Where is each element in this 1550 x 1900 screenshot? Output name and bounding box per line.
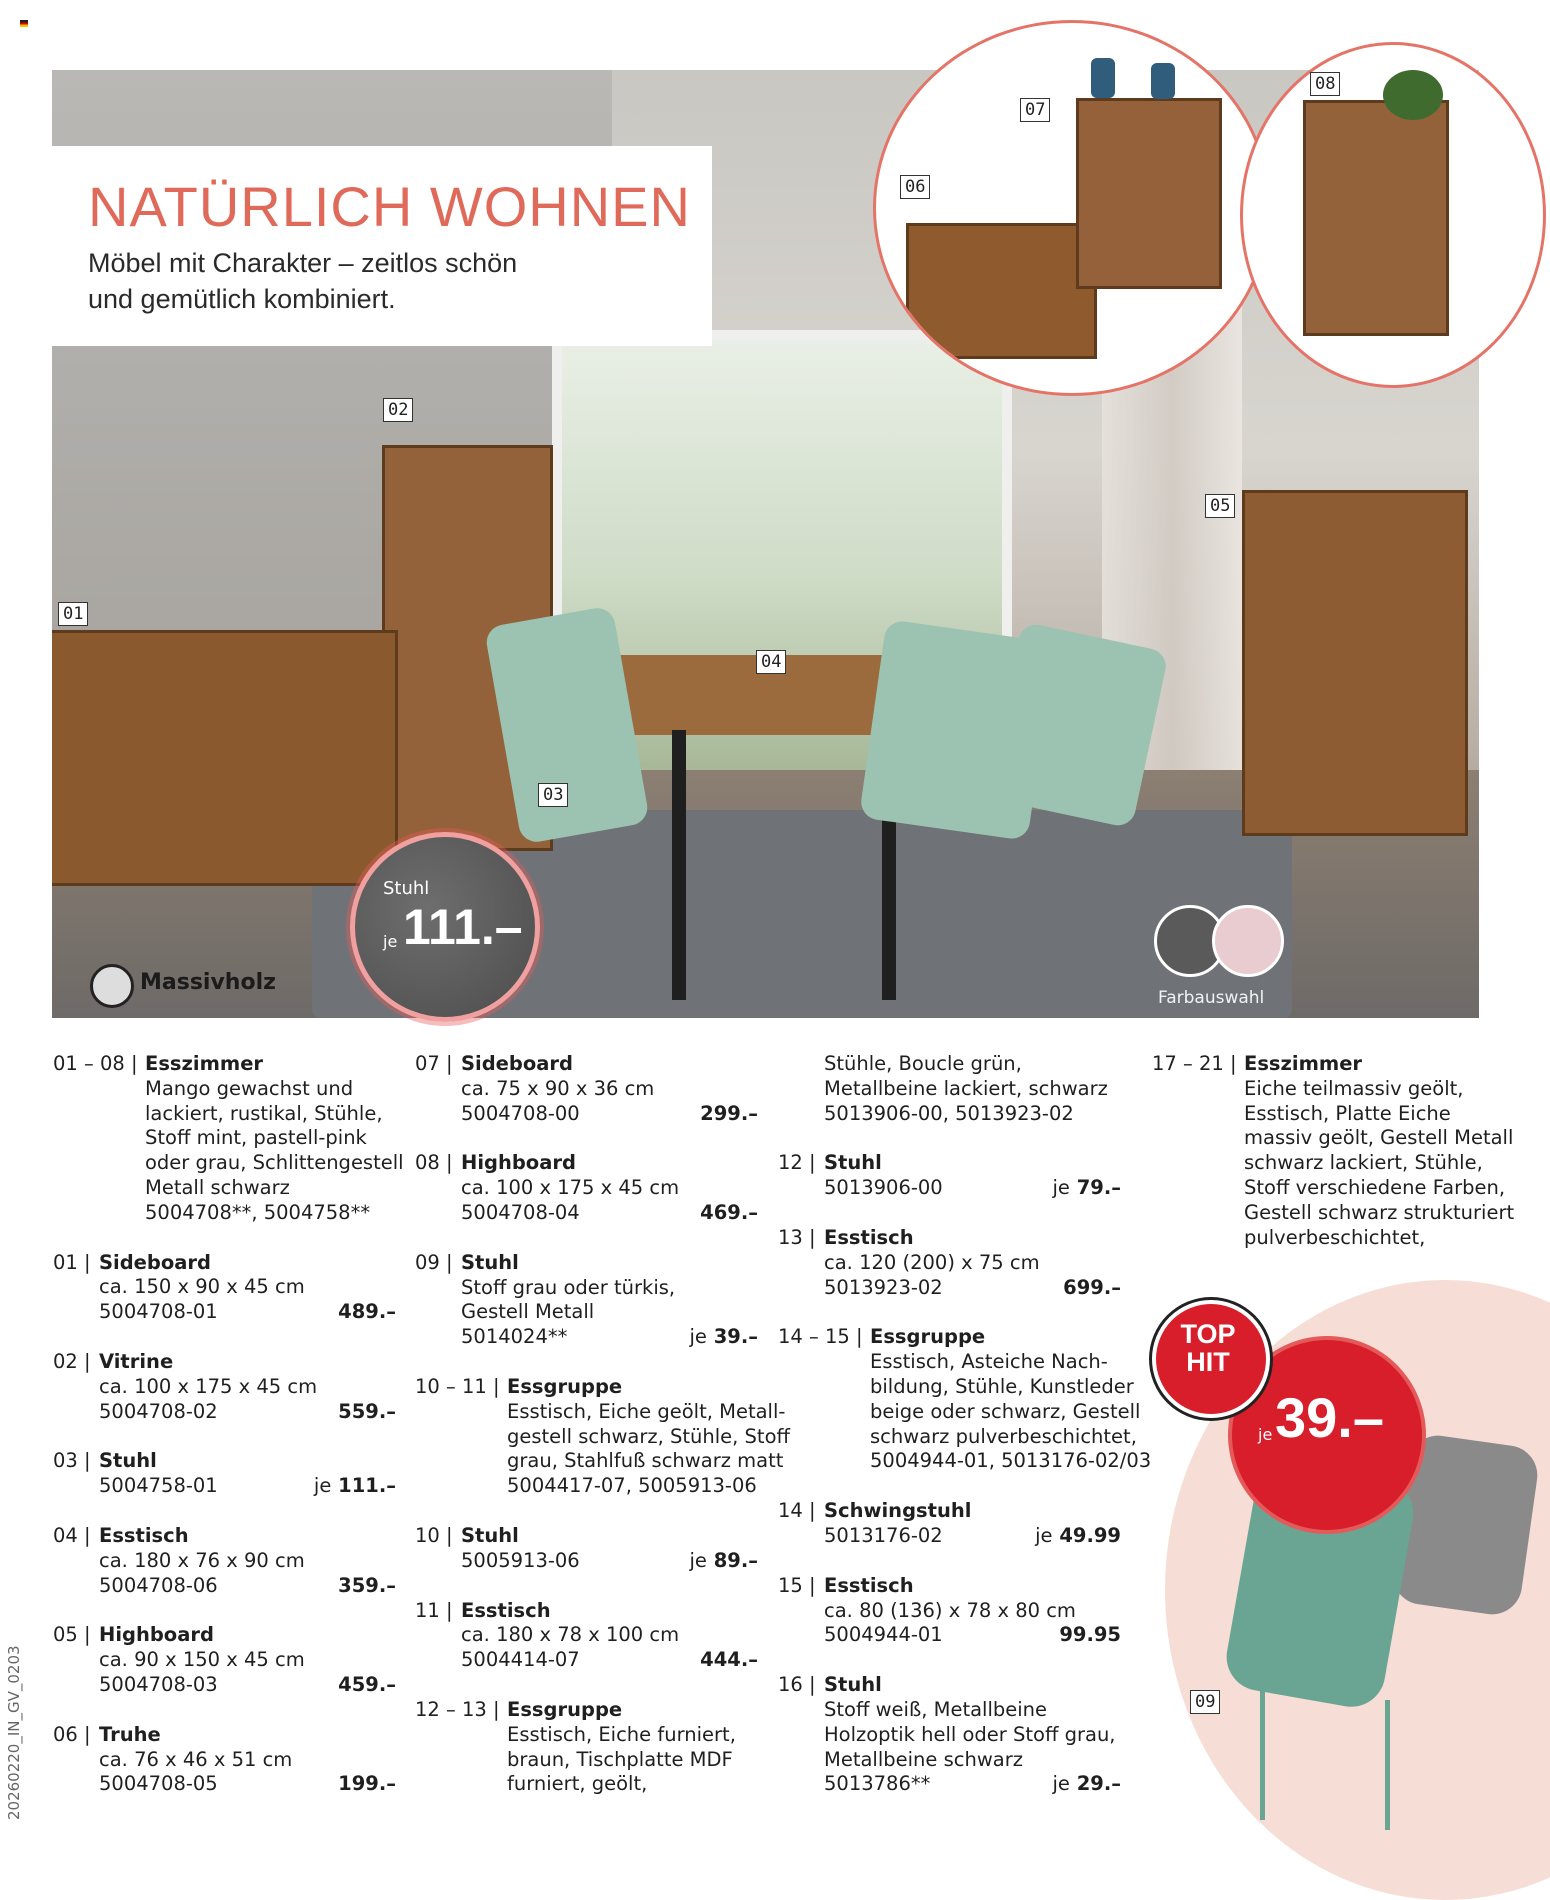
entry-text: ca. 90 x 150 x 45 cm (99, 1648, 305, 1672)
product-circle-08 (1240, 42, 1546, 388)
product-entry (53, 1350, 396, 1424)
product-entry (778, 1673, 1121, 1797)
entry-text: 5004708-05 (99, 1772, 218, 1796)
flag-icon (20, 20, 28, 27)
number-tag: 03 (538, 783, 568, 807)
entry-number: 09 | (415, 1250, 453, 1274)
product-entry (778, 1151, 1121, 1201)
entry-text: bildung, Stühle, Kunstleder (870, 1374, 1134, 1398)
entry-number: 08 | (415, 1151, 453, 1175)
entry-text: 5004708-03 (99, 1672, 218, 1696)
product-entry (778, 1052, 1121, 1126)
product-entry (415, 1374, 790, 1499)
entry-text: ca. 80 (136) x 78 x 80 cm (824, 1598, 1076, 1622)
entry-price-value: 459.– (338, 1672, 396, 1696)
product-entry (415, 1524, 758, 1574)
entry-text: Esstisch, Eiche furniert, (507, 1722, 736, 1746)
entry-text: gestell schwarz, Stühle, Stoff (507, 1424, 790, 1448)
entry-title: Esszimmer (1244, 1052, 1363, 1075)
number-tag: 09 (1190, 1690, 1220, 1714)
entry-text: braun, Tischplatte MDF (507, 1747, 733, 1771)
product-entry (778, 1226, 1121, 1300)
product-entry (53, 1251, 396, 1325)
entry-text: Esstisch, Eiche geölt, Metall- (507, 1399, 786, 1423)
entry-number: 06 | (53, 1722, 91, 1746)
entry-text: 5004708-02 (99, 1399, 218, 1423)
product-entry (415, 1599, 758, 1673)
color-swatch-pink (1212, 905, 1284, 977)
entry-price-value: 299.– (700, 1101, 758, 1125)
product-entry (53, 1723, 396, 1797)
entry-number: 16 | (778, 1673, 816, 1697)
entry-text: oder grau, Schlittengestell (145, 1151, 404, 1175)
print-code: 20260220_IN_GV_0203 (5, 1645, 23, 1820)
entry-text: ca. 76 x 46 x 51 cm (99, 1747, 293, 1771)
entry-text: Eiche teilmassiv geölt, (1244, 1076, 1464, 1100)
entry-text: 5004708-04 (461, 1200, 580, 1224)
entry-price (338, 1300, 396, 1325)
text-column-1 (53, 1052, 404, 1822)
number-tag: 05 (1205, 494, 1235, 518)
chair-leg (1385, 1700, 1390, 1830)
vase-image (1151, 63, 1175, 99)
entry-number: 14 | (778, 1499, 816, 1523)
number-tag: 06 (900, 175, 930, 199)
product-entry (53, 1449, 396, 1499)
vase-image (1091, 58, 1115, 98)
entry-text: 5004758-01 (99, 1474, 218, 1498)
entry-text: 5004708**, 5004758** (145, 1200, 371, 1224)
entry-number: 04 | (53, 1523, 91, 1547)
entry-number: 12 | (778, 1151, 816, 1175)
entry-text: Stoff weiß, Metallbeine (824, 1697, 1048, 1721)
massivholz-label: Massivholz (140, 970, 276, 995)
entry-number: 10 – 11 | (415, 1374, 500, 1398)
entry-text: ca. 150 x 90 x 45 cm (99, 1275, 305, 1299)
entry-number: 14 – 15 | (778, 1325, 863, 1349)
entry-title: Essgruppe (870, 1325, 986, 1349)
entry-text: furniert, geölt, (507, 1772, 648, 1796)
highboard-08-image (1303, 100, 1449, 336)
entry-title: Highboard (99, 1623, 214, 1647)
entry-price (314, 1474, 396, 1499)
farbauswahl-label: Farbauswahl (1158, 988, 1265, 1008)
entry-price-value: 39.– (713, 1325, 758, 1349)
entry-price-je: je (689, 1548, 707, 1572)
entry-text: Stühle, Boucle grün, (824, 1052, 1022, 1075)
entry-title: Essgruppe (507, 1697, 623, 1721)
entry-number: 10 | (415, 1523, 453, 1547)
truhe-image (906, 223, 1097, 359)
product-circle-06-07 (873, 20, 1271, 396)
entry-price (700, 1201, 758, 1226)
entry-text: Stoff grau oder türkis, (461, 1275, 676, 1299)
entry-price-value: 359.– (338, 1573, 396, 1597)
entry-number: 05 | (53, 1623, 91, 1647)
table-leg (672, 730, 686, 1000)
entry-text: 5004944-01, 5013176-02/03 (870, 1449, 1152, 1473)
entry-title: Stuhl (824, 1151, 882, 1175)
entry-title: Highboard (461, 1151, 576, 1175)
entry-price (700, 1648, 758, 1673)
entry-title: Esstisch (824, 1225, 914, 1249)
entry-number: 15 | (778, 1573, 816, 1597)
entry-price-je: je (1052, 1772, 1070, 1796)
entry-title: Stuhl (99, 1449, 157, 1473)
entry-text: ca. 120 (200) x 75 cm (824, 1250, 1040, 1274)
entry-price (1063, 1276, 1121, 1301)
entry-price-value: 99.95 (1059, 1623, 1121, 1647)
entry-price-value: 489.– (338, 1300, 396, 1324)
entry-price (338, 1400, 396, 1425)
entry-number: 03 | (53, 1449, 91, 1473)
product-entry (778, 1574, 1121, 1648)
page-title: NATÜRLICH WOHNEN (88, 175, 691, 238)
entry-title: Schwingstuhl (824, 1499, 972, 1523)
entry-price-value: 699.– (1063, 1275, 1121, 1299)
number-tag: 01 (58, 602, 88, 626)
entry-text: schwarz pulverbeschichtet, (870, 1424, 1137, 1448)
entry-number: 13 | (778, 1225, 816, 1249)
entry-title: Esstisch (461, 1598, 551, 1622)
subtitle-line-2: und gemütlich kombiniert. (88, 284, 396, 314)
entry-text: 5014024** (461, 1325, 568, 1349)
entry-title: Stuhl (461, 1523, 519, 1547)
entry-text: 5004708-06 (99, 1573, 218, 1597)
entry-title: Truhe (99, 1722, 161, 1746)
entry-title: Essgruppe (507, 1374, 623, 1398)
entry-title: Stuhl (824, 1673, 882, 1697)
entry-text: beige oder schwarz, Gestell (870, 1399, 1141, 1423)
entry-text: massiv geölt, Gestell Metall (1244, 1126, 1514, 1150)
badge-je: je (383, 932, 398, 951)
product-entry (415, 1052, 758, 1126)
entry-price (700, 1102, 758, 1127)
product-entry (415, 1151, 758, 1225)
entry-text: Metall schwarz (145, 1175, 290, 1199)
entry-price-value: 199.– (338, 1772, 396, 1796)
entry-text: schwarz lackiert, Stühle, (1244, 1151, 1483, 1175)
text-column-2 (415, 1052, 790, 1822)
product-entry (53, 1524, 396, 1598)
number-tag: 07 (1020, 98, 1050, 122)
sideboard-image (52, 630, 398, 886)
entry-title: Vitrine (99, 1349, 174, 1373)
entry-text: lackiert, rustikal, Stühle, (145, 1101, 383, 1125)
entry-title: Esstisch (99, 1523, 189, 1547)
entry-price-je: je (1035, 1523, 1053, 1547)
entry-text: 5004417-07, 5005913-06 (507, 1474, 757, 1498)
entry-price (689, 1325, 758, 1350)
entry-title: Sideboard (99, 1250, 212, 1274)
entry-text: 5004944-01 (824, 1623, 943, 1647)
entry-text: Holzoptik hell oder Stoff grau, (824, 1722, 1116, 1746)
product-entry (778, 1499, 1121, 1549)
entry-price-value: 444.– (700, 1648, 758, 1672)
entry-text: 5013906-00, 5013923-02 (824, 1101, 1074, 1125)
entry-text: ca. 100 x 175 x 45 cm (461, 1176, 680, 1200)
entry-title: Sideboard (461, 1052, 574, 1075)
entry-text: Gestell Metall (461, 1300, 595, 1324)
entry-price-je: je (689, 1325, 707, 1349)
entry-price-je: je (313, 1474, 332, 1498)
entry-number: 11 | (415, 1598, 453, 1622)
entry-price (1052, 1176, 1121, 1201)
subtitle-line-1: Möbel mit Charakter – zeitlos schön (88, 248, 518, 278)
entry-text: 5004708-01 (99, 1300, 218, 1324)
top-hit-label (1168, 1320, 1248, 1376)
badge-label: Stuhl (383, 878, 430, 899)
entry-price-value: 29.– (1076, 1772, 1121, 1796)
entry-price-value: 111.– (338, 1474, 396, 1498)
entry-price-value: 469.– (700, 1200, 758, 1224)
top-hit-line-1: TOP (1180, 1319, 1236, 1349)
entry-price (338, 1772, 396, 1797)
entry-text: Gestell schwarz strukturiert (1244, 1200, 1515, 1224)
entry-text: ca. 75 x 90 x 36 cm (461, 1076, 655, 1100)
product-entry (415, 1698, 758, 1797)
entry-text: Esstisch, Asteiche Nach- (870, 1350, 1108, 1374)
number-tag: 04 (756, 650, 786, 674)
entry-price (1059, 1623, 1121, 1648)
entry-text: pulverbeschichtet, (1244, 1225, 1426, 1249)
entry-text: 5004708-00 (461, 1101, 580, 1125)
entry-text: 5013176-02 (824, 1523, 943, 1547)
entry-price (1035, 1524, 1121, 1549)
entry-price (338, 1673, 396, 1698)
text-column-4 (1152, 1052, 1515, 1275)
entry-price-value: 559.– (338, 1399, 396, 1423)
entry-text: 5013923-02 (824, 1275, 943, 1299)
entry-text: ca. 180 x 78 x 100 cm (461, 1623, 680, 1647)
entry-price-value: 79.– (1076, 1176, 1121, 1200)
chair-leg (1260, 1690, 1265, 1820)
product-entry (53, 1623, 396, 1697)
number-tag: 02 (383, 398, 413, 422)
entry-text: 5013786** (824, 1772, 931, 1796)
entry-text: grau, Stahlfuß schwarz matt (507, 1449, 784, 1473)
plant-image (1383, 70, 1443, 120)
entry-text: Esstisch, Platte Eiche (1244, 1101, 1451, 1125)
entry-text: Metallbeine schwarz (824, 1747, 1023, 1771)
entry-text: Stoff mint, pastell-pink (145, 1126, 367, 1150)
wood-rings-icon (90, 964, 134, 1008)
entry-text: 5005913-06 (461, 1548, 580, 1572)
top-hit-line-2: HIT (1186, 1347, 1230, 1377)
entry-number: 07 | (415, 1052, 453, 1075)
entry-text: Stoff verschiedene Farben, (1244, 1175, 1506, 1199)
entry-number: 17 – 21 | (1152, 1052, 1237, 1075)
product-entry (53, 1052, 404, 1226)
entry-text: ca. 100 x 175 x 45 cm (99, 1374, 318, 1398)
product-entry (415, 1251, 758, 1350)
entry-title: Esszimmer (145, 1052, 264, 1075)
entry-price-value: 89.– (713, 1548, 758, 1572)
top-hit-price: 39.– (1275, 1386, 1384, 1449)
entry-price (338, 1574, 396, 1599)
entry-number: 12 – 13 | (415, 1697, 500, 1721)
entry-price-je: je (1052, 1176, 1070, 1200)
sideboard-07-image (1076, 98, 1222, 289)
entry-text: Mango gewachst und (145, 1076, 354, 1100)
entry-number: 02 | (53, 1349, 91, 1373)
entry-title: Esstisch (824, 1573, 914, 1597)
badge-price: 111.– (403, 899, 523, 955)
entry-text: 5004414-07 (461, 1648, 580, 1672)
text-column-3 (778, 1052, 1152, 1822)
product-entry (1152, 1052, 1515, 1250)
highboard-image (1242, 490, 1468, 836)
entry-title: Stuhl (461, 1250, 519, 1274)
entry-price-value: 49.99 (1059, 1523, 1121, 1547)
entry-number: 01 – 08 | (53, 1052, 138, 1075)
entry-price (1052, 1772, 1121, 1797)
entry-price (689, 1549, 758, 1574)
entry-text: 5013906-00 (824, 1176, 943, 1200)
top-hit-je: je (1258, 1425, 1273, 1444)
entry-text: Metallbeine lackiert, schwarz (824, 1076, 1108, 1100)
entry-number: 01 | (53, 1250, 91, 1274)
product-entry (778, 1325, 1152, 1474)
entry-text: ca. 180 x 76 x 90 cm (99, 1548, 305, 1572)
number-tag: 08 (1310, 72, 1340, 96)
